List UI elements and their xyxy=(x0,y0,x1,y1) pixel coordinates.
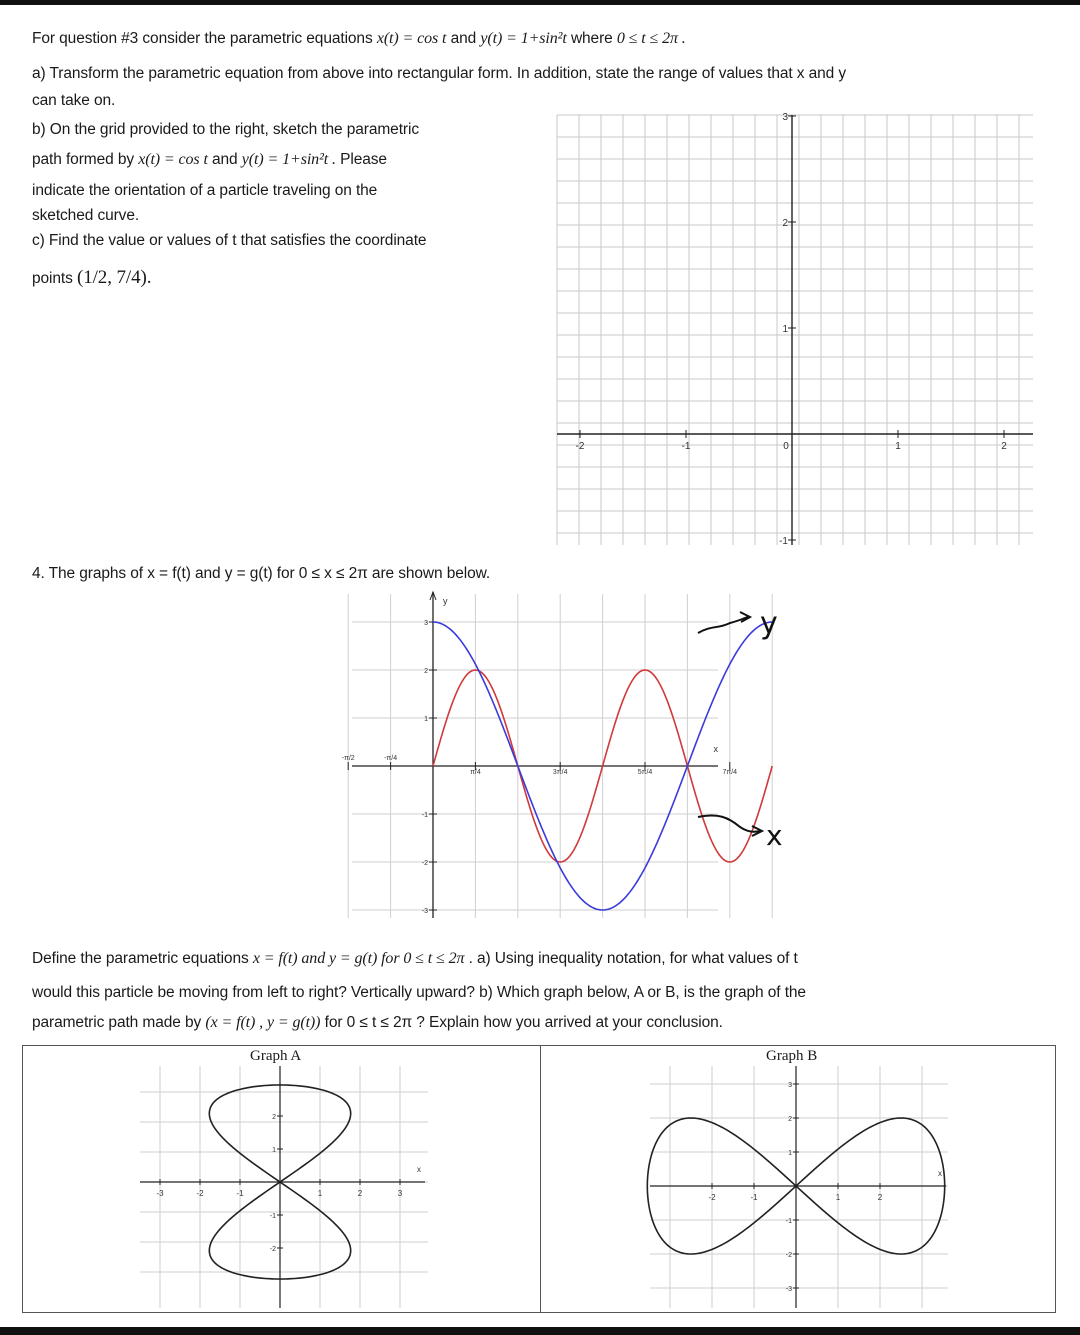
y-tick-label: -2 xyxy=(785,1252,792,1259)
graph-a-chart xyxy=(140,1062,430,1310)
q4-define-line1 xyxy=(32,949,798,969)
q4-function-chart xyxy=(341,590,738,920)
q3b-and: and xyxy=(212,151,238,168)
top-edge xyxy=(0,0,1080,5)
q3c-line1: c) Find the value or values of t that satisfies the coordinate xyxy=(32,232,427,249)
x-tick-label: -1 xyxy=(681,441,691,452)
x-tick-label: 2 xyxy=(1001,441,1007,452)
y-annotation-arrow xyxy=(698,617,748,633)
q3-and: and xyxy=(450,30,477,47)
graph-b-title: Graph B xyxy=(766,1048,818,1064)
q3b-line2 xyxy=(32,150,387,170)
x-tick-label: 2 xyxy=(357,1189,363,1198)
q3b-path-formed: path formed by xyxy=(32,151,134,168)
q4-define-part-a: . a) Using inequality notation, for what values of t xyxy=(468,950,798,967)
y-tick-label: -1 xyxy=(421,812,428,819)
y-tick-label: 2 xyxy=(788,1116,792,1123)
y-tick-label: -3 xyxy=(785,1286,792,1293)
y-tick-label: -2 xyxy=(421,860,428,867)
q3b-line1: b) On the grid provided to the right, sketch the parametric xyxy=(32,121,419,138)
x-tick-label: -2 xyxy=(196,1189,204,1198)
q3-intro: For question #3 consider the parametric equations xyxy=(32,30,373,47)
q3c-points: points xyxy=(32,270,73,287)
x-tick-label: -3 xyxy=(156,1189,164,1198)
x-tick-label: 1 xyxy=(835,1193,841,1202)
y-tick-label: 1 xyxy=(782,324,788,335)
x-tick-label: 2 xyxy=(877,1193,883,1202)
q3c-coordinate: (1/2, 7/4). xyxy=(76,267,152,288)
x-tick-label: -2 xyxy=(708,1193,716,1202)
q3b-line3: indicate the orientation of a particle traveling on the xyxy=(32,182,378,199)
q3b-please: Please xyxy=(340,151,387,168)
y-tick-label: 3 xyxy=(788,1082,792,1089)
x-tick-label: 0 xyxy=(783,441,789,452)
graph-a-title: Graph A xyxy=(250,1048,302,1064)
y-tick-label: 1 xyxy=(424,716,428,723)
q3c-line2 xyxy=(32,268,151,289)
y-tick-label: 2 xyxy=(782,218,788,229)
x-tick-label: 3 xyxy=(397,1189,403,1198)
x-annotation-arrow xyxy=(698,815,760,831)
x-tick-label: π/4 xyxy=(470,769,481,776)
q3b-line4: sketched curve. xyxy=(32,207,140,224)
y-tick-label: 3 xyxy=(424,620,428,627)
x-tick-label: 3π/4 xyxy=(552,769,568,776)
x-tick-label: -2 xyxy=(575,441,585,452)
x-tick-label: 1 xyxy=(895,441,901,452)
x-tick-label: 1 xyxy=(317,1189,323,1198)
x-axis-label: x xyxy=(713,744,718,754)
q3-where: where xyxy=(570,30,613,47)
x-axis-label: x xyxy=(938,1169,942,1178)
q3-intro-line xyxy=(32,29,686,49)
q4-define-intro: Define the parametric equations xyxy=(32,950,249,967)
x-tick-label: -π/2 xyxy=(341,755,355,762)
q4-define-path-intro: parametric path made by xyxy=(32,1014,202,1031)
x-tick-label: 5π/4 xyxy=(637,769,653,776)
q3a-line2: can take on. xyxy=(32,92,116,109)
q3-sketch-grid[interactable] xyxy=(555,113,1035,553)
x-axis-label: x xyxy=(417,1165,421,1174)
y-tick-label: 3 xyxy=(782,112,788,123)
q4-title: 4. The graphs of x = f(t) and y = g(t) for 0 ≤ x ≤ 2π are shown below. xyxy=(32,565,491,582)
y-annotation-label: y xyxy=(760,606,778,641)
q4-define-line2: would this particle be moving from left to right? Vertically upward? b) Which graph below, A or B, is the graph of the xyxy=(32,984,806,1001)
x-tick-label: -1 xyxy=(236,1189,244,1198)
q4-define-path: (x = f(t) , y = g(t)) xyxy=(205,1014,321,1031)
q4-define-equations: x = f(t) and y = g(t) for 0 ≤ t ≤ 2π xyxy=(252,950,465,967)
q3b-y-equation: y(t) = 1+sin²t . xyxy=(241,151,336,168)
q3b-x-equation: x(t) = cos t xyxy=(138,151,208,168)
y-tick-label: -1 xyxy=(785,1218,792,1225)
y-tick-label: -2 xyxy=(269,1246,276,1253)
x-annotation-label: x xyxy=(766,819,783,852)
y-tick-label: -1 xyxy=(269,1213,276,1220)
q3-domain: 0 ≤ t ≤ 2π . xyxy=(616,30,686,47)
q4-define-question: for 0 ≤ t ≤ 2π ? Explain how you arrived at your conclusion. xyxy=(324,1014,723,1031)
y-axis-label: y xyxy=(443,596,448,606)
x-tick-label: 7π/4 xyxy=(722,769,738,776)
x-tick-label: -1 xyxy=(750,1193,758,1202)
q3-y-equation: y(t) = 1+sin²t xyxy=(480,30,567,47)
q4-define-line3 xyxy=(32,1013,723,1033)
y-tick-label: -1 xyxy=(779,536,788,547)
y-tick-label: 2 xyxy=(424,668,428,675)
y-tick-label: 2 xyxy=(272,1114,276,1121)
x-tick-label: -π/4 xyxy=(384,755,398,762)
y-tick-label: 1 xyxy=(788,1150,792,1157)
q3a-line1: a) Transform the parametric equation from above into rectangular form. In addition, state the range of values that x and y xyxy=(32,65,847,82)
q3-x-equation: x(t) = cos t xyxy=(376,30,447,47)
bottom-edge xyxy=(0,1327,1080,1335)
handwritten-annotations xyxy=(690,595,810,855)
graph-b-chart xyxy=(650,1062,950,1310)
y-tick-label: -3 xyxy=(421,908,428,915)
y-tick-label: 1 xyxy=(272,1147,276,1154)
